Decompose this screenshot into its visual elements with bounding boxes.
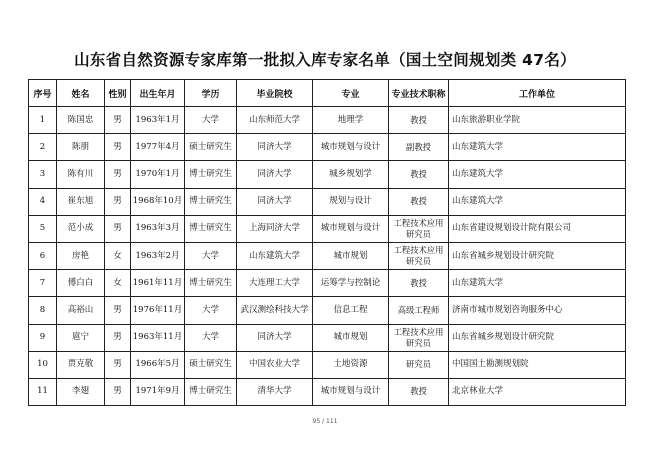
education-cell: 大学 [185, 297, 237, 324]
school-cell: 上海同济大学 [237, 215, 313, 242]
serial-cell: 2 [29, 134, 57, 161]
major-cell: 规划与设计 [313, 188, 389, 215]
education-cell: 大学 [185, 242, 237, 269]
birth-cell: 1963年1月 [131, 107, 185, 134]
name-cell: 扈宁 [57, 324, 105, 351]
table-row [29, 188, 626, 215]
title-cell: 研究员 [389, 351, 449, 378]
employer-cell: 山东建筑大学 [449, 188, 626, 215]
employer-cell: 山东省建设规划设计院有限公司 [449, 215, 626, 242]
education-cell: 硕士研究生 [185, 134, 237, 161]
header-cell: 性别 [105, 80, 131, 107]
birth-cell: 1976年11月 [131, 297, 185, 324]
major-cell: 土地资源 [313, 351, 389, 378]
serial-cell: 11 [29, 378, 57, 405]
gender-cell: 男 [105, 378, 131, 405]
gender-cell: 男 [105, 134, 131, 161]
table-row [29, 134, 626, 161]
school-cell: 同济大学 [237, 324, 313, 351]
name-cell: 傅白白 [57, 270, 105, 297]
education-cell: 博士研究生 [185, 215, 237, 242]
title-cell: 教授 [389, 107, 449, 134]
education-cell: 大学 [185, 107, 237, 134]
serial-cell: 10 [29, 351, 57, 378]
table-row [29, 161, 626, 188]
major-cell: 城市规划与设计 [313, 215, 389, 242]
title-cell: 工程技术应用研究员 [389, 242, 449, 269]
table-row [29, 351, 626, 378]
birth-cell: 1970年1月 [131, 161, 185, 188]
major-cell: 地理学 [313, 107, 389, 134]
school-cell: 同济大学 [237, 188, 313, 215]
employer-cell: 山东建筑大学 [449, 270, 626, 297]
major-cell: 运筹学与控制论 [313, 270, 389, 297]
name-cell: 高裕山 [57, 297, 105, 324]
title-cell: 副教授 [389, 134, 449, 161]
header-cell: 序号 [29, 80, 57, 107]
major-cell: 信息工程 [313, 297, 389, 324]
education-cell: 博士研究生 [185, 161, 237, 188]
birth-cell: 1968年10月 [131, 188, 185, 215]
gender-cell: 男 [105, 297, 131, 324]
header-cell: 工作单位 [449, 80, 626, 107]
birth-cell: 1966年5月 [131, 351, 185, 378]
title-cell: 教授 [389, 270, 449, 297]
name-cell: 陈有川 [57, 161, 105, 188]
table-row [29, 378, 626, 405]
birth-cell: 1977年4月 [131, 134, 185, 161]
employer-cell: 山东省城乡规划设计研究院 [449, 242, 626, 269]
header-cell: 姓名 [57, 80, 105, 107]
employer-cell: 山东建筑大学 [449, 161, 626, 188]
title-cell: 高级工程师 [389, 297, 449, 324]
table-row [29, 297, 626, 324]
school-cell: 大连理工大学 [237, 270, 313, 297]
serial-cell: 5 [29, 215, 57, 242]
employer-cell: 中国国土勘测规划院 [449, 351, 626, 378]
school-cell: 武汉测绘科技大学 [237, 297, 313, 324]
employer-cell: 北京林业大学 [449, 378, 626, 405]
gender-cell: 男 [105, 107, 131, 134]
employer-cell: 山东建筑大学 [449, 134, 626, 161]
serial-cell: 7 [29, 270, 57, 297]
education-cell: 博士研究生 [185, 188, 237, 215]
table-row [29, 324, 626, 351]
expert-list-table [28, 79, 626, 406]
school-cell: 清华大学 [237, 378, 313, 405]
title-cell: 教授 [389, 161, 449, 188]
table-row [29, 215, 626, 242]
header-row [29, 80, 626, 107]
header-cell: 出生年月 [131, 80, 185, 107]
birth-cell: 1963年11月 [131, 324, 185, 351]
serial-cell: 3 [29, 161, 57, 188]
header-cell: 专业 [313, 80, 389, 107]
serial-cell: 8 [29, 297, 57, 324]
gender-cell: 男 [105, 161, 131, 188]
serial-cell: 1 [29, 107, 57, 134]
header-cell: 专业技术职称 [389, 80, 449, 107]
employer-cell: 济南市城市规划咨询服务中心 [449, 297, 626, 324]
document-title: 山东省自然资源专家库第一批拟入库专家名单（国土空间规划类 47名） [74, 51, 576, 69]
serial-cell: 4 [29, 188, 57, 215]
education-cell: 博士研究生 [185, 378, 237, 405]
school-cell: 山东建筑大学 [237, 242, 313, 269]
table-row [29, 107, 626, 134]
header-cell: 学历 [185, 80, 237, 107]
school-cell: 中国农业大学 [237, 351, 313, 378]
major-cell: 城市规划 [313, 242, 389, 269]
gender-cell: 男 [105, 188, 131, 215]
header-cell: 毕业院校 [237, 80, 313, 107]
table-row [29, 270, 626, 297]
major-cell: 城乡规划学 [313, 161, 389, 188]
name-cell: 贾克敬 [57, 351, 105, 378]
table-row [29, 242, 626, 269]
serial-cell: 6 [29, 242, 57, 269]
name-cell: 范小成 [57, 215, 105, 242]
education-cell: 大学 [185, 324, 237, 351]
title-cell: 教授 [389, 188, 449, 215]
name-cell: 崔东旭 [57, 188, 105, 215]
name-cell: 房艳 [57, 242, 105, 269]
name-cell: 李翅 [57, 378, 105, 405]
major-cell: 城市规划与设计 [313, 134, 389, 161]
title-cell: 教授 [389, 378, 449, 405]
education-cell: 博士研究生 [185, 270, 237, 297]
gender-cell: 女 [105, 270, 131, 297]
birth-cell: 1971年9月 [131, 378, 185, 405]
major-cell: 城市规划与设计 [313, 378, 389, 405]
name-cell: 陈朋 [57, 134, 105, 161]
birth-cell: 1961年11月 [131, 270, 185, 297]
major-cell: 城市规划 [313, 324, 389, 351]
gender-cell: 女 [105, 242, 131, 269]
birth-cell: 1963年3月 [131, 215, 185, 242]
name-cell: 陈国忠 [57, 107, 105, 134]
school-cell: 山东师范大学 [237, 107, 313, 134]
education-cell: 硕士研究生 [185, 351, 237, 378]
employer-cell: 山东旅游职业学院 [449, 107, 626, 134]
birth-cell: 1963年2月 [131, 242, 185, 269]
title-cell: 工程技术应用研究员 [389, 324, 449, 351]
employer-cell: 山东省城乡规划设计研究院 [449, 324, 626, 351]
serial-cell: 9 [29, 324, 57, 351]
gender-cell: 男 [105, 215, 131, 242]
title-cell: 工程技术应用研究员 [389, 215, 449, 242]
page-number: 95 / 111 [312, 418, 338, 425]
gender-cell: 男 [105, 324, 131, 351]
gender-cell: 男 [105, 351, 131, 378]
school-cell: 同济大学 [237, 134, 313, 161]
school-cell: 同济大学 [237, 161, 313, 188]
